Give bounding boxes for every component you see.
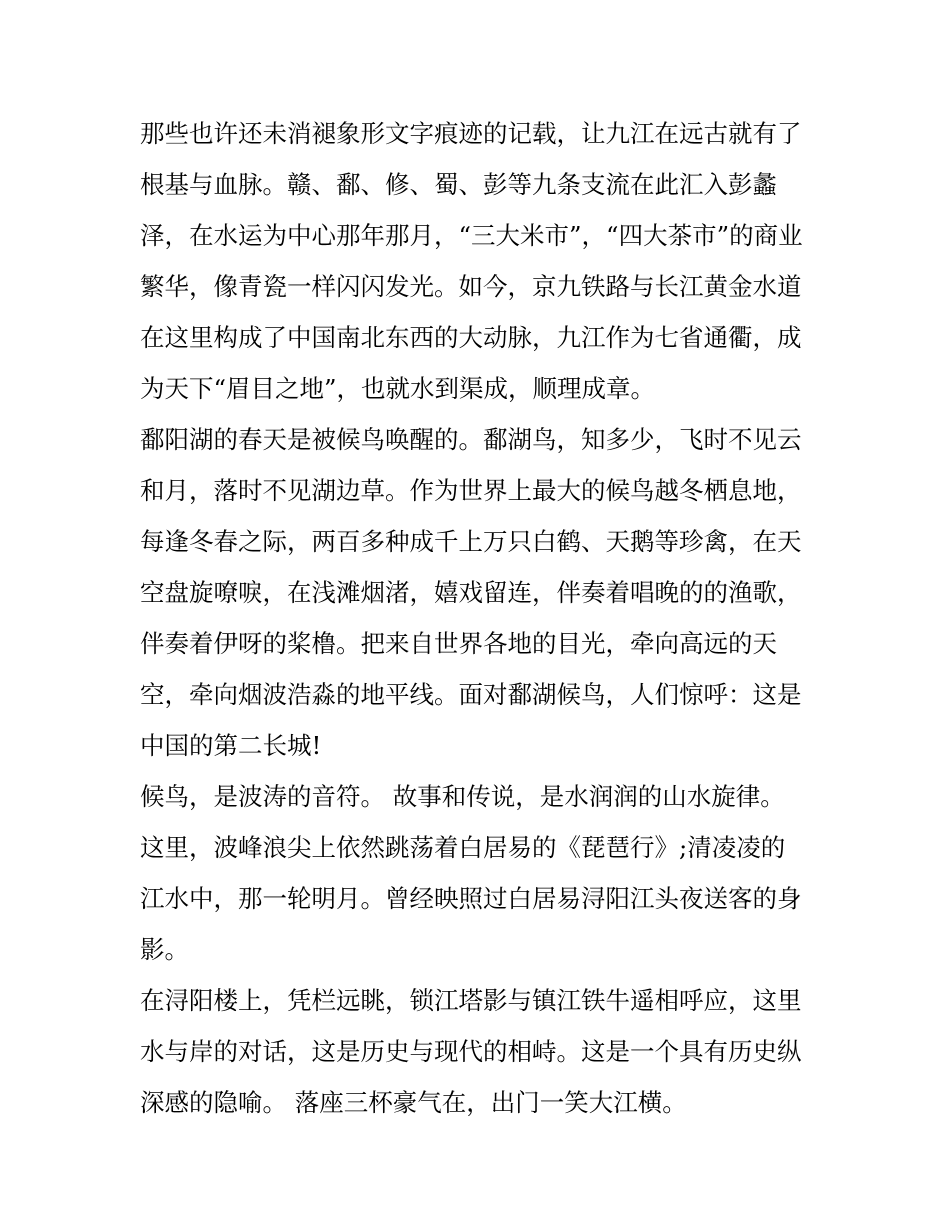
text-line: 候鸟，是波涛的音符。 故事和传说，是水润润的山水旋律。 — [140, 782, 785, 811]
text-line: 和月，落时不见湖边草。作为世界上最大的候鸟越冬栖息地， — [140, 476, 802, 505]
text-line: 伴奏着伊呀的桨橹。把来自世界各地的目光，牵向高远的天 — [140, 629, 777, 658]
text-line: 江水中，那一轮明月。曾经映照过白居易浔阳江头夜送客的身 — [140, 884, 802, 913]
text-line: 在这里构成了中国南北东西的大动脉，九江作为七省通衢，成 — [140, 323, 802, 352]
text-line: 泽，在水运为中心那年那月，“三大米市”，“四大茶市”的商业 — [140, 221, 803, 250]
text-line: 空，牵向烟波浩淼的地平线。面对鄱湖候鸟，人们惊呼：这是 — [140, 680, 802, 709]
text-line: 每逢冬春之际，两百多种成千上万只白鹤、天鹅等珍禽，在天 — [140, 527, 802, 556]
text-line: 在浔阳楼上，凭栏远眺，锁江塔影与镇江铁牛遥相呼应，这里 — [140, 986, 802, 1015]
text-line: 中国的第二长城! — [140, 731, 322, 760]
text-line: 空盘旋嘹唳，在浅滩烟渚，嬉戏留连，伴奏着唱晚的的渔歌， — [140, 578, 802, 607]
text-line: 深感的隐喻。 落座三杯豪气在，出门一笑大江横。 — [140, 1088, 687, 1117]
text-line: 繁华，像青瓷一样闪闪发光。如今，京九铁路与长江黄金水道 — [140, 272, 802, 301]
text-line: 这里，波峰浪尖上依然跳荡着白居易的《琵琶行》;清凌凌的 — [140, 833, 786, 862]
text-line: 那些也许还未消褪象形文字痕迹的记载，让九江在远古就有了 — [140, 119, 802, 148]
text-line: 为天下“眉目之地”，也就水到渠成，顺理成章。 — [140, 374, 656, 403]
text-line: 鄱阳湖的春天是被候鸟唤醒的。鄱湖鸟，知多少，飞时不见云 — [140, 425, 802, 454]
text-line: 水与岸的对话，这是历史与现代的相峙。这是一个具有历史纵 — [140, 1037, 802, 1066]
text-line: 影。 — [140, 935, 189, 964]
text-line: 根基与血脉。赣、鄱、修、蜀、彭等九条支流在此汇入彭蠡 — [140, 170, 777, 199]
body-text — [140, 108, 840, 1128]
